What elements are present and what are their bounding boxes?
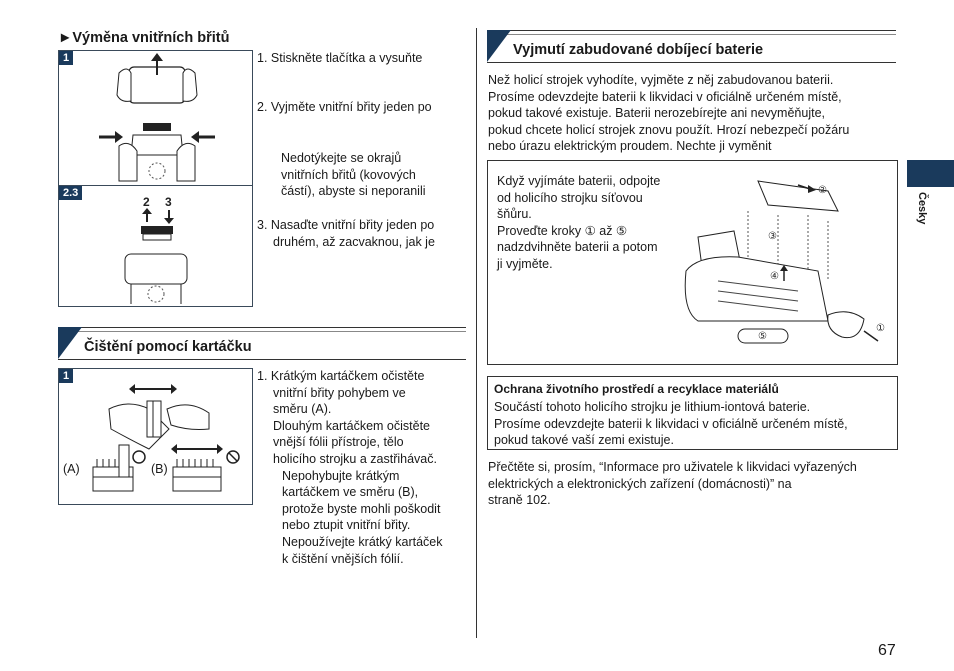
shaver-head-illustration xyxy=(59,51,252,186)
column-divider xyxy=(476,28,477,638)
step-1-text: 1. Stiskněte tlačítka a vysuňte xyxy=(257,51,423,65)
figure-brush-cleaning xyxy=(58,368,253,505)
instr-line: ji vyjměte. xyxy=(497,256,553,271)
section-title-replace-blades: ►Výměna vnitřních břitů xyxy=(58,30,230,46)
step-3-line: 3. Nasaďte vnitřní břity jeden po xyxy=(257,218,435,232)
step-tag-2-3: 2.3 xyxy=(59,186,82,200)
section-underline xyxy=(58,359,466,360)
section-rule xyxy=(58,327,466,328)
caution-line: Nedotýkejte se okrajů xyxy=(281,151,402,165)
figure-remove-head xyxy=(58,50,253,187)
figure-number-2: 2 xyxy=(143,195,150,209)
callout-1: ① xyxy=(876,323,885,334)
footer-line: straně 102. xyxy=(488,493,551,508)
figure-number-3: 3 xyxy=(165,195,172,209)
callout-3: ③ xyxy=(768,231,777,242)
brush-instructions xyxy=(257,368,443,567)
caution-note xyxy=(281,150,426,200)
brush-line: holicího strojku a zastřihávač. xyxy=(273,451,437,466)
section-marker xyxy=(58,327,82,359)
language-tab xyxy=(907,160,954,187)
env-line: pokud takové vaší zemi existuje. xyxy=(494,433,674,448)
brush-line: Nepohybujte krátkým xyxy=(282,468,400,483)
section-rule xyxy=(487,30,896,31)
instr-line: Když vyjímáte baterii, odpojte xyxy=(497,174,661,188)
instr-line: nadzdvihněte baterii a potom xyxy=(497,240,658,255)
step-2-text: 2. Vyjměte vnitřní břity jeden po xyxy=(257,100,432,114)
section-title-battery-removal: Vyjmutí zabudované dobíjecí baterie xyxy=(513,42,764,58)
intro-line: pokud takové existuje. Baterii nerozebírejte ani nevyměňujte, xyxy=(488,106,825,121)
instr-line: Proveďte kroky ① až ⑤ xyxy=(497,223,628,238)
section-rule xyxy=(58,331,466,332)
battery-instructions xyxy=(497,173,660,273)
intro-line: pokud chcete holicí strojek znovu použít. Hrozí nebezpečí požáru xyxy=(488,122,850,137)
language-label-text: Česky xyxy=(916,192,928,225)
footer-line: elektrických a elektronických zařízení (domácnosti)” na xyxy=(488,476,792,491)
disposal-reference xyxy=(488,459,857,509)
section-underline xyxy=(487,62,896,63)
intro-line: Prosíme odevzdejte baterii k likvidaci v oficiálně určeném místě, xyxy=(488,89,842,104)
callout-4: ④ xyxy=(770,271,779,282)
language-label xyxy=(912,192,934,238)
brush-line: Dlouhým kartáčkem očistěte xyxy=(273,418,431,433)
figure-insert-blades xyxy=(58,185,253,307)
env-line: Součástí tohoto holicího strojku je lithium-iontová baterie. xyxy=(494,400,811,414)
footer-line: Přečtěte si, prosím, “Informace pro uživatele k likvidaci vyřazených xyxy=(488,460,857,474)
brush-line: 1. Krátkým kartáčkem očistěte xyxy=(257,369,425,383)
caution-line: částí), abyste si neporanili xyxy=(281,184,426,199)
instr-line: od holicího strojku síťovou xyxy=(497,190,643,205)
env-line: Prosíme odevzdejte baterii k likvidaci v oficiálně určeném místě, xyxy=(494,416,848,431)
section-rule xyxy=(487,34,896,35)
step-tag-brush-1: 1 xyxy=(59,369,73,383)
battery-figure-box xyxy=(487,160,898,365)
instr-line: šňůru. xyxy=(497,207,532,222)
callout-5: ⑤ xyxy=(758,331,767,342)
environment-text xyxy=(494,399,848,449)
brush-line: protože byste mohli poškodit xyxy=(282,501,441,516)
battery-disassembly-illustration xyxy=(678,171,894,361)
step-tag-1: 1 xyxy=(59,51,73,65)
step-3-text xyxy=(257,217,435,250)
callout-2: ② xyxy=(818,185,827,196)
brush-line: k čištění vnějších fólií. xyxy=(282,551,404,566)
section-marker xyxy=(487,30,511,62)
brush-line: vnitřní břity pohybem ve xyxy=(273,385,406,400)
step-3-line: druhém, až zacvaknou, jak je xyxy=(273,234,435,249)
brush-line: nebo ztupit vnitřní břity. xyxy=(282,518,411,533)
brush-line: kartáčkem ve směru (B), xyxy=(282,485,419,500)
brush-illustration xyxy=(59,369,252,504)
environment-title: Ochrana životního prostředí a recyklace materiálů xyxy=(494,382,779,396)
brush-line: Nepoužívejte krátký kartáček xyxy=(282,534,443,549)
caution-line: vnitřních břitů (kovových xyxy=(281,167,416,182)
section-title-brush-cleaning: Čištění pomocí kartáčku xyxy=(84,339,252,355)
brush-line: směru (A). xyxy=(273,402,332,417)
battery-intro xyxy=(488,72,849,155)
brush-line: vnější fólii přístroje, tělo xyxy=(273,435,404,450)
page-number: 67 xyxy=(878,642,896,659)
label-a: (A) xyxy=(63,462,80,476)
environment-box xyxy=(487,376,898,450)
blade-insert-illustration xyxy=(59,186,252,306)
intro-line: Než holicí strojek vyhodíte, vyjměte z něj zabudovanou baterii. xyxy=(488,73,834,87)
intro-line: nebo úrazu elektrickým proudem. Nechte ji vyměnit xyxy=(488,139,772,154)
label-b: (B) xyxy=(151,462,168,476)
